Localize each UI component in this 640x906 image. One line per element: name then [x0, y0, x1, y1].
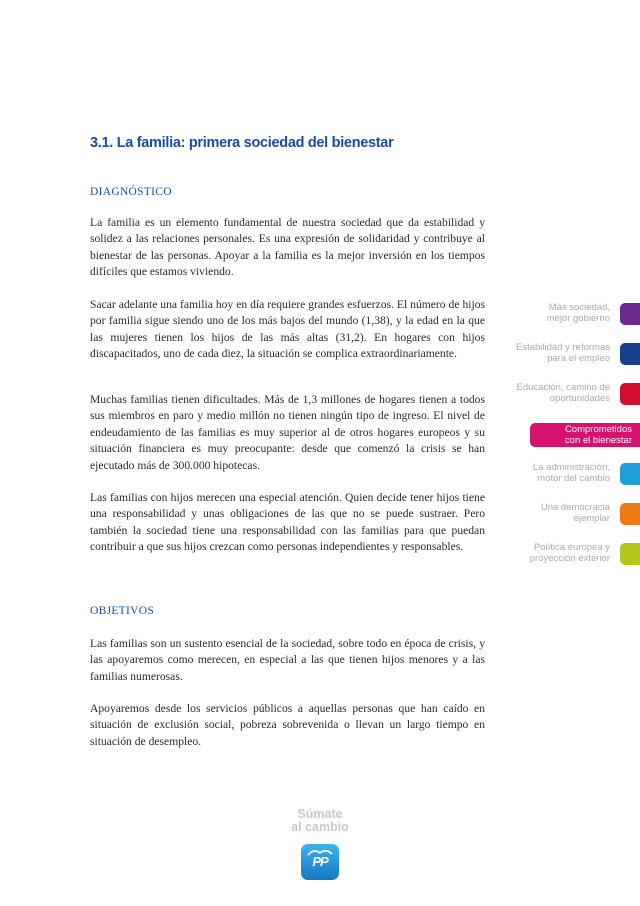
- objetivos-paragraph-2: Apoyaremos desde los servicios públicos a aquellas personas que han caído en situación de exclusión social, pobreza sobrevenida o llevan un largo tiempo en situación de desempleo.: [90, 702, 485, 748]
- nav-item-estabilidad[interactable]: [500, 342, 640, 372]
- party-logo: [301, 844, 339, 880]
- objetivos-paragraph-1: Las familias son un sustento esencial de la sociedad, sobre todo en época de crisis, y las apoyaremos como merecen, en especial a las que tienen hijos menores y a las familias numerosas.: [90, 637, 485, 683]
- diagnostico-paragraph-4: Las familias con hijos merecen una especial atención. Quien decide tener hijos tiene una responsabilidad y unas obligaciones de las que no se puede sustraer. Pero también la sociedad tiene una responsabilidad con las familias para que puedan contribuir a que sus hijos crezcan como personas independientes y responsables.: [90, 491, 485, 554]
- diagnostico-paragraph-1: La familia es un elemento fundamental de nuestra sociedad que da estabilidad y solidez a las relaciones personales. Es una expresión de solidaridad y contribuye al bienestar de las personas. Apoyar a la familia es la mejor inversión en los tiempos difíciles que estamos viviendo.: [90, 216, 485, 279]
- nav-color-tab: [620, 303, 640, 325]
- diagnostico-paragraph-3: Muchas familias tienen dificultades. Más de 1,3 millones de hogares tienen a todos sus miembros en paro y medio millón no tienen ningún tipo de ingreso. El nivel de endeudamiento de las familias es muy superior al de otros hogares europeos y su situación financiera es muy preocupante: desde que comenzó la crisis se han ejecutado más de 300.000 hipotecas.: [90, 393, 485, 472]
- nav-item-label: Una democracia ejemplar: [540, 502, 610, 524]
- nav-item-label: Comprometidos con el bienestar: [530, 423, 640, 447]
- diagnostico-heading: DIAGNÓSTICO: [90, 186, 172, 198]
- logo-text: PP: [312, 854, 328, 869]
- nav-item-label: Educación, camino de oportunidades: [516, 382, 610, 404]
- nav-item-label: Política europea y proyección exterior: [529, 542, 610, 564]
- nav-color-tab: [620, 503, 640, 525]
- nav-item-label: Más sociedad, mejor gobierno: [546, 302, 610, 324]
- nav-color-tab: [620, 343, 640, 365]
- nav-item-comprometidos[interactable]: [500, 423, 640, 453]
- nav-item-educacion[interactable]: [500, 382, 640, 412]
- slogan: Súmate al cambio: [291, 807, 349, 834]
- nav-item-administracion[interactable]: [500, 462, 640, 492]
- nav-color-tab: [620, 543, 640, 565]
- nav-color-tab: [620, 463, 640, 485]
- section-title: 3.1. La familia: primera sociedad del bienestar: [90, 135, 394, 151]
- nav-item-label: La administración, motor del cambio: [532, 462, 610, 484]
- diagnostico-paragraph-2: Sacar adelante una familia hoy en día requiere grandes esfuerzos. El número de hijos por familia sigue siendo uno de los más bajos del mundo (1,38), y la edad en la que las mujeres tienen los hijos de las más altas (31,2). En hogares con hijos discapacitados, uno de cada diez, la situación se complica extraordinariamente.: [90, 298, 485, 361]
- nav-item-mas-sociedad[interactable]: [500, 302, 640, 332]
- nav-color-tab: [620, 383, 640, 405]
- nav-item-democracia[interactable]: [500, 502, 640, 532]
- objetivos-heading: OBJETIVOS: [90, 605, 155, 617]
- nav-item-politica-europea[interactable]: [500, 542, 640, 572]
- nav-item-label: Estabilidad y reformas para el empleo: [516, 342, 610, 364]
